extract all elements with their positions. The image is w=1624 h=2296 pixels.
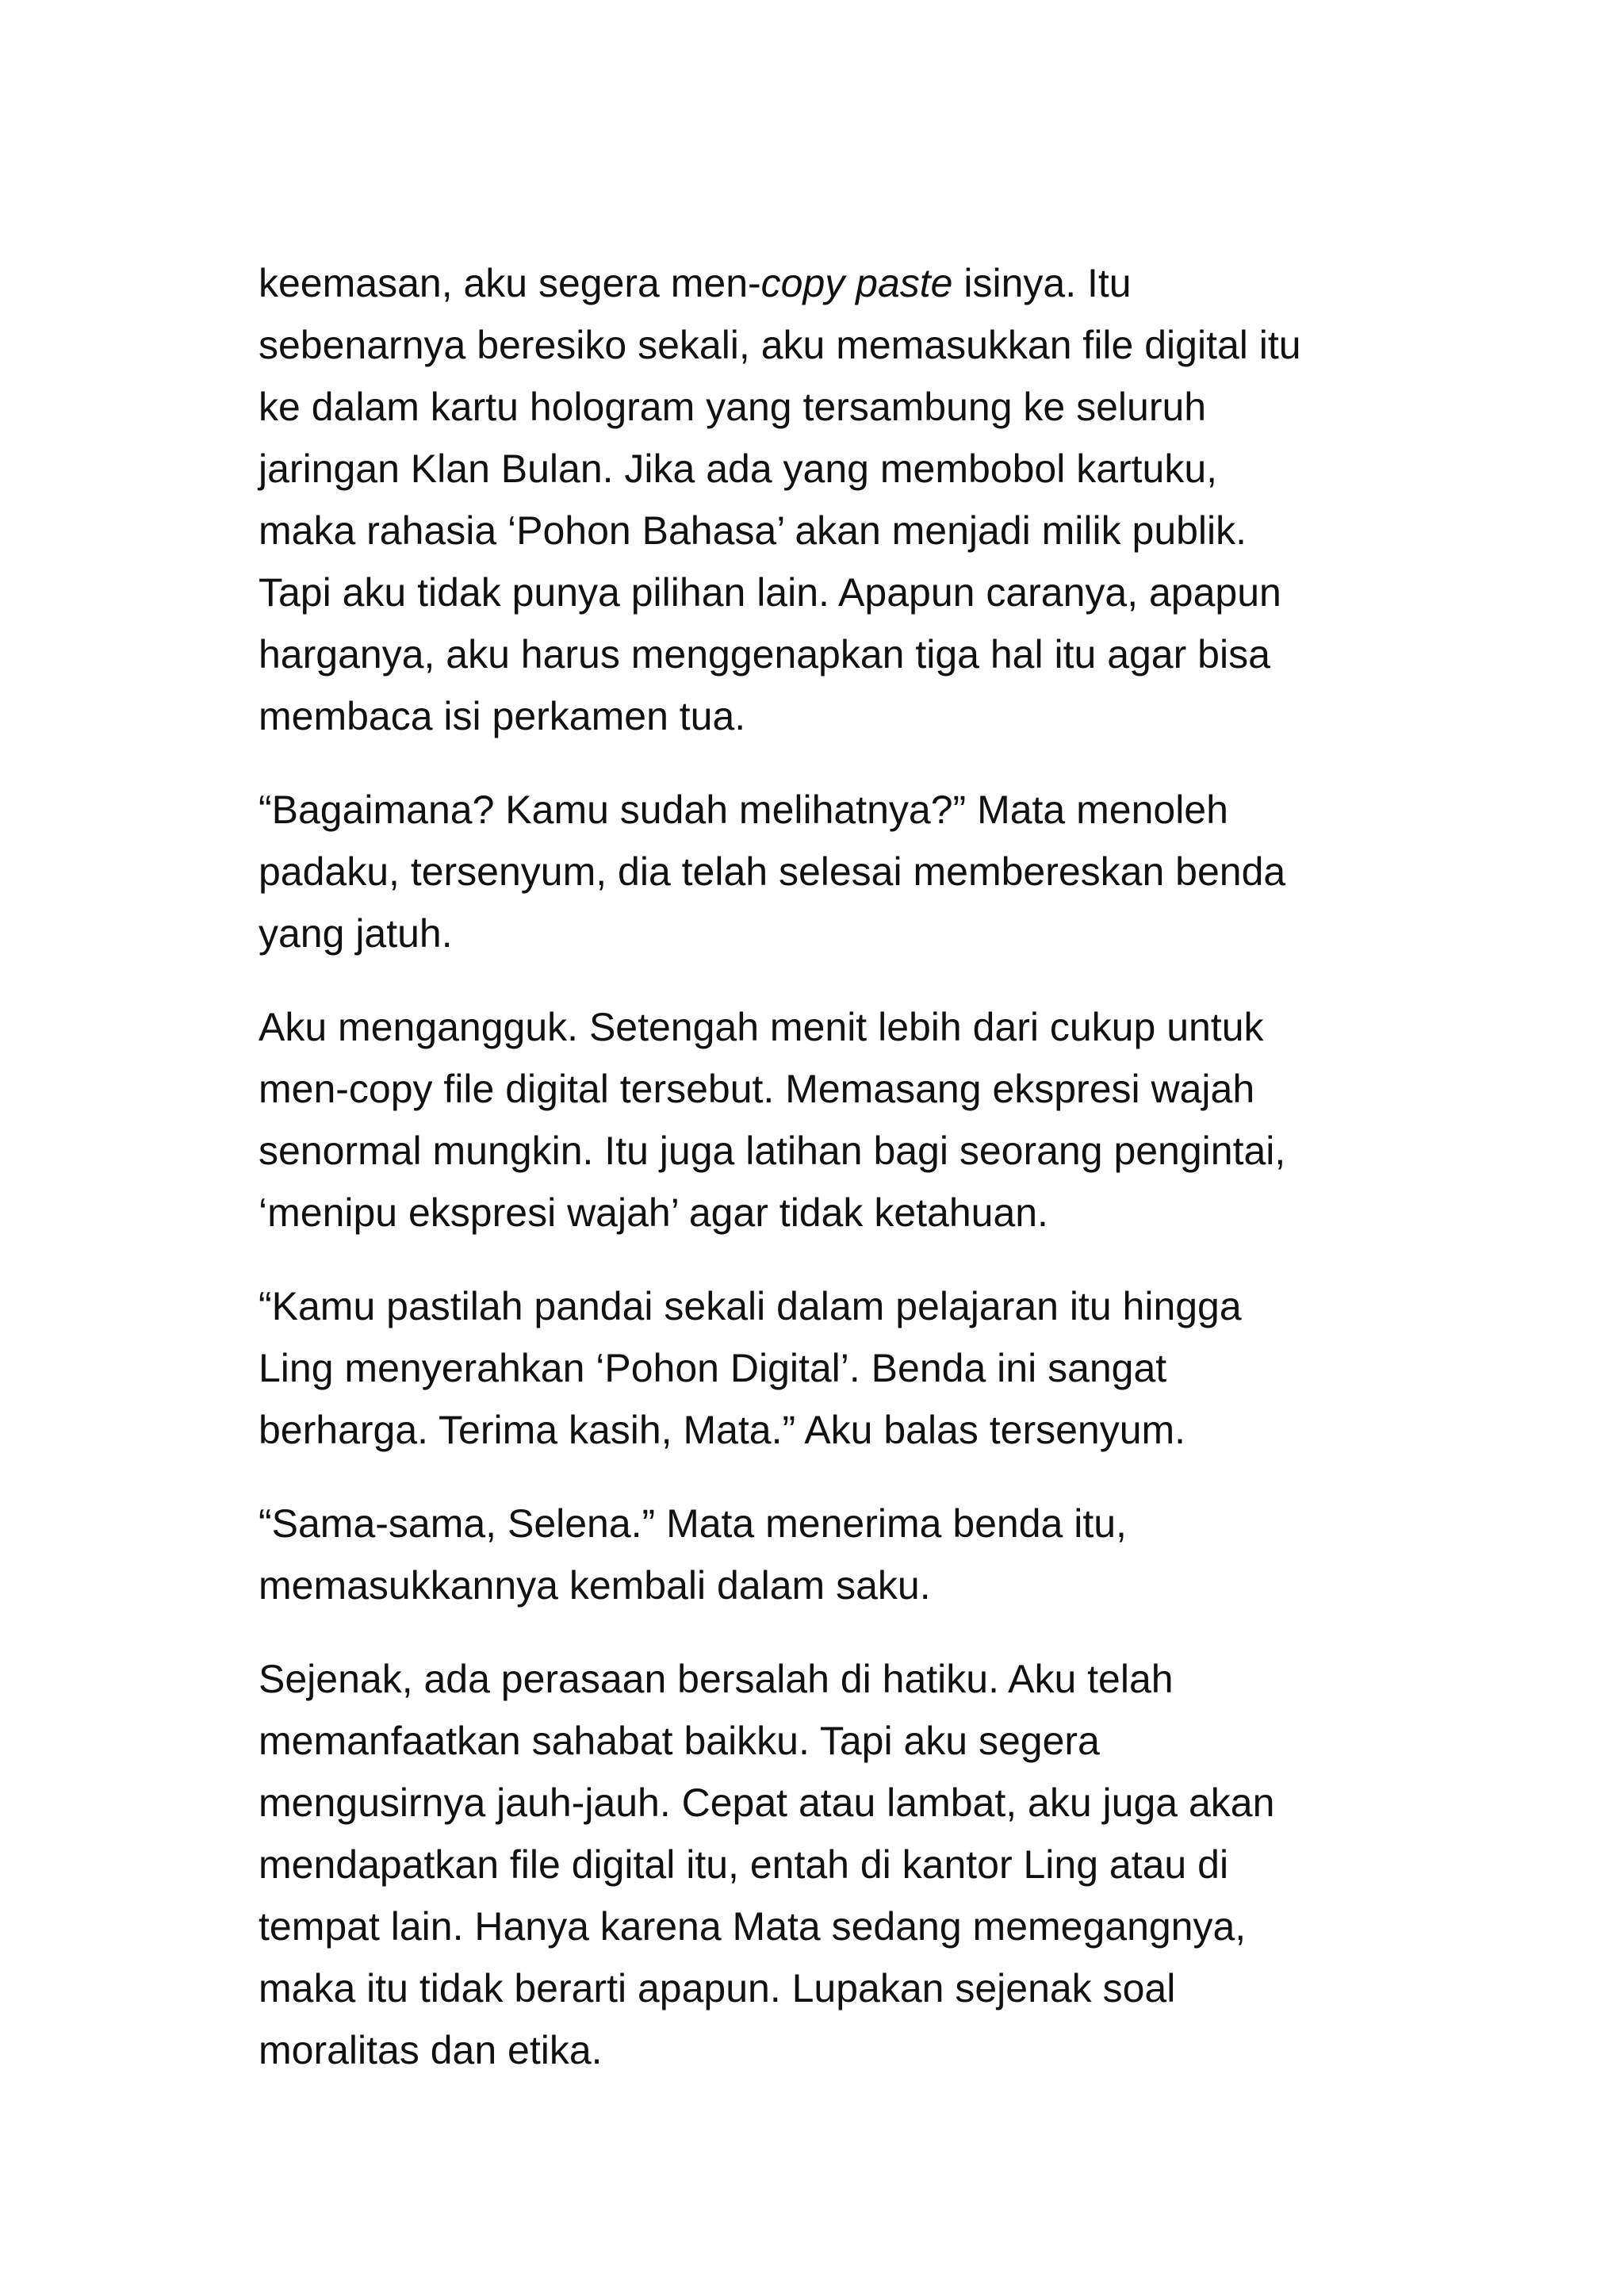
paragraph-2 (259, 779, 1432, 964)
text-line: maka itu tidak berarti apapun. Lupakan sejenak soal (259, 1966, 1176, 2010)
italic-text-fragment: copy paste (760, 261, 953, 305)
paragraph-4 (259, 1275, 1432, 1461)
text-line: Tapi aku tidak punya pilihan lain. Apapun caranya, apapun (259, 570, 1281, 615)
text-line: mengusirnya jauh-jauh. Cepat atau lambat, aku juga akan (259, 1780, 1275, 1825)
text-line: memasukkannya kembali dalam saku. (259, 1563, 931, 1608)
text-line: senormal mungkin. Itu juga latihan bagi seorang pengintai, (259, 1129, 1286, 1173)
paragraph-3 (259, 996, 1432, 1244)
paragraph-5 (259, 1493, 1432, 1616)
paragraph-6 (259, 1648, 1432, 2081)
text-line (259, 252, 1432, 314)
text-line: jaringan Klan Bulan. Jika ada yang membobol kartuku, (259, 447, 1218, 491)
text-line: “Sama-sama, Selena.” Mata menerima benda itu, (259, 1501, 1127, 1546)
paragraph-1 (259, 252, 1432, 747)
text-line: yang jatuh. (259, 911, 453, 956)
text-line: moralitas dan etika. (259, 2028, 603, 2072)
text-line: membaca isi perkamen tua. (259, 694, 746, 738)
text-line: ‘menipu ekspresi wajah’ agar tidak ketahuan. (259, 1190, 1048, 1235)
text-line: harganya, aku harus menggenapkan tiga hal itu agar bisa (259, 632, 1270, 677)
text-line: men-copy file digital tersebut. Memasang ekspresi wajah (259, 1067, 1255, 1111)
text-line: berharga. Terima kasih, Mata.” Aku balas tersenyum. (259, 1408, 1186, 1452)
text-line: Ling menyerahkan ‘Pohon Digital’. Benda ini sangat (259, 1346, 1167, 1390)
text-line: ke dalam kartu hologram yang tersambung ke seluruh (259, 385, 1207, 429)
text-fragment: keemasan, aku segera men- (259, 261, 761, 305)
text-line: maka rahasia ‘Pohon Bahasa’ akan menjadi milik publik. (259, 508, 1247, 553)
text-line: Aku mengangguk. Setengah menit lebih dari cukup untuk (259, 1005, 1264, 1049)
text-line: tempat lain. Hanya karena Mata sedang memegangnya, (259, 1904, 1247, 1949)
body-text (259, 252, 1432, 2113)
text-line: memanfaatkan sahabat baikku. Tapi aku segera (259, 1719, 1100, 1763)
text-line: “Bagaimana? Kamu sudah melihatnya?” Mata menoleh (259, 788, 1228, 832)
text-line: mendapatkan file digital itu, entah di kantor Ling atau di (259, 1842, 1229, 1887)
text-line: sebenarnya beresiko sekali, aku memasukkan file digital itu (259, 323, 1301, 367)
text-line: padaku, tersenyum, dia telah selesai membereskan benda (259, 849, 1286, 894)
text-line: “Kamu pastilah pandai sekali dalam pelajaran itu hingga (259, 1284, 1242, 1328)
text-fragment: isinya. Itu (952, 261, 1132, 305)
text-line: Sejenak, ada perasaan bersalah di hatiku. Aku telah (259, 1657, 1174, 1701)
